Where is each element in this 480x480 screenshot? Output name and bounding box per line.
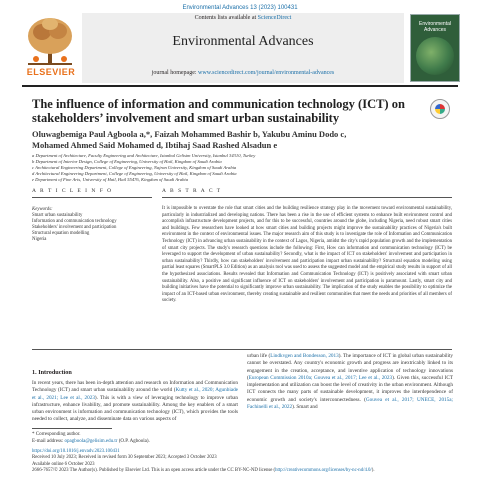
- citation-link[interactable]: Gouvea et al., 2017; UNECE, 2015a; Fachinelli et al., 2022: [247, 396, 453, 411]
- journal-title: Environmental Advances: [172, 34, 314, 49]
- abstract-bottom-rule: [32, 349, 452, 350]
- footnote-label: * Corresponding author.: [32, 432, 81, 437]
- keywords-block: [32, 207, 152, 243]
- citation-link[interactable]: European Commission 2010a; Gouvea et al., 2017; Lee et al., 2023: [248, 374, 393, 381]
- homepage-lead: journal homepage:: [151, 70, 197, 76]
- license-link[interactable]: http://creativecommons.org/licenses/by-nc-nd/4.0/: [275, 467, 372, 473]
- abstract-rule: [162, 197, 452, 198]
- footnote-email-link[interactable]: opagboola@gelisim.edu.tr: [64, 438, 118, 444]
- intro-text: ). This is with a view of leveraging technology to improve urban infrastructure, enhance livability, and promote sustainability. Among the key enablers of a smart urban environment is information and communication technology (ICT), which provides the tools needed to collect, analyze, and disseminate data on various aspects of: [32, 394, 238, 423]
- author-list: [32, 129, 392, 151]
- license-text-end: ).: [371, 467, 375, 473]
- affiliation-c: c Architectural Engineering Department, College of Engineering, Najran University, Kingdom of Saudi Arabia: [32, 165, 237, 170]
- article-info-rule: [32, 197, 152, 198]
- article-title: The influence of information and communication technology (ICT) on stakeholders’ involvement and smart urban sustainability: [32, 97, 405, 125]
- affiliation-b: b Department of Interior Design, College of Engineering, University of Hail, Kingdom of Saudi Arabia: [32, 159, 222, 164]
- keyword-item: Structural equation modelling: [32, 231, 90, 236]
- affiliation-d: d Architectural Engineering Department, College of Engineering, University of Hail, Kingdom of Saudi Arabia: [32, 171, 237, 176]
- keyword-item: Information and communication technology: [32, 219, 117, 224]
- footnote-email-tail: (O.P. Agboola).: [118, 438, 150, 444]
- affiliation-a: a Department of Architecture, Faculty Engineering and Architecture, Istanbul Gelisim University, Istanbul 34310, Turkey: [32, 153, 256, 158]
- citation-link[interactable]: Kutty et al., 2020; Agunbiade et al., 2021; Lee et al., 2023: [32, 387, 238, 401]
- affiliations: [32, 153, 452, 183]
- elsevier-wordmark: ELSEVIER: [26, 67, 76, 77]
- intro-text: ). Given this, successful ICT implementation and utilization can boost the level of creativity in the urban environment. Although ICT connects the many parts of sustainable development, it improves the interdependence of economic growth and society's interconnectedness. (: [247, 374, 453, 403]
- affiliation-e: e Department of Fine Arts, University of Hail, Hail 55476, Kingdom of Saudi Arabia: [32, 177, 189, 182]
- sciencedirect-link[interactable]: ScienceDirect: [257, 15, 292, 21]
- keyword-item: Smart urban sustainability: [32, 213, 83, 218]
- intro-text: ). The importance of ICT in global urban sustainability cannot be overstated. Any country's economic growth and progress are inextricably linked to its engagement in the creation, acceptance, and inventive application of technology innovations (: [247, 353, 454, 381]
- keyword-item: Nigeria: [32, 237, 47, 242]
- intro-column-1: [32, 380, 238, 424]
- intro-text: In recent years, there has been in-depth attention and research on Information and Communication Technology (ICT) and smart urban sustainability around the world (: [32, 380, 238, 394]
- elsevier-tree-icon: [22, 14, 78, 68]
- footnote-email-lead: E-mail address:: [32, 438, 64, 444]
- license-line: [32, 468, 452, 474]
- article-footer: [32, 449, 452, 474]
- footnote-rule: [32, 428, 112, 429]
- keyword-item: Stakeholders' involvement and participation: [32, 225, 117, 230]
- homepage-link[interactable]: www.sciencedirect.com/journal/environmental-advances: [198, 70, 335, 76]
- intro-text: ). Smart and: [292, 404, 318, 411]
- intro-column-2: [247, 353, 453, 411]
- introduction-heading: 1. Introduction: [32, 369, 72, 376]
- intro-text: urban life (: [247, 353, 271, 359]
- journal-citation[interactable]: Environmental Advances 13 (2023) 100431: [182, 5, 298, 11]
- contents-lead: Contents lists available at: [194, 15, 257, 21]
- journal-cover-image: [410, 14, 460, 82]
- journal-homepage: [82, 70, 404, 76]
- cover-title: Environmental Advances: [419, 21, 451, 33]
- corresponding-author-footnote: [32, 432, 238, 445]
- available-online: Available online 6 October 2023: [32, 461, 95, 467]
- abstract-heading: A B S T R A C T: [162, 188, 222, 194]
- citation-link[interactable]: Lindkvgen and Bondesson, 2013: [270, 353, 339, 359]
- authors-line-2[interactable]: Mohamed Ahmed Said Mohamed d, Ibtihaj Saad Rashed Alsadun e: [32, 140, 278, 150]
- authors-line-1[interactable]: Oluwagbemiga Paul Agboola a,*, Faizah Mohammed Bashir b, Yakubu Aminu Dodo c,: [32, 129, 347, 139]
- doi-link[interactable]: https://doi.org/10.1016/j.envadv.2023.100431: [32, 449, 120, 454]
- received-dates: Received 10 July 2023; Received in revised form 30 September 2023; Accepted 3 October 2023: [32, 455, 217, 461]
- header-rule: [22, 85, 458, 87]
- crossmark-icon[interactable]: [430, 99, 450, 119]
- cover-globe-image: [416, 37, 454, 75]
- elsevier-tree-logo: [22, 14, 78, 68]
- license-text: 2666-7657/© 2023 The Author(s). Published by Elsevier Ltd. This is an open access article under the CC BY-NC-ND license (: [32, 467, 276, 473]
- contents-line: [82, 15, 404, 21]
- keywords-title: Keywords:: [32, 207, 53, 212]
- abstract-text: It is impossible to overstate the role that smart cities and the building resilience strategy play in the movement toward environmental sustainability, particularly in industrialized and developing nations. There has been a rise in the use of efficient systems to enhance built environment control and accomplish infrastructure development projects, and for this to be successful, countries around the globe, including Nigeria, need robust smart cities and buildings. Few researchers have looked at how smart cities and building projects might improve the sustainability practices of Nigeria's built environment in the context of environmental issues. The major research aim of this study is to investigate the role of Information and Communication Technology (ICT) in advancing urban sustainability in the context of Lagos, Nigeria, amidst the city's rapid population growth and the implementation of smart city projects. The study's research questions include the following: First, How can information and communication technology (ICT) be leveraged to support the development of urban sustainability? Secondly, what is the impact of ICT on stakeholders' involvement and participation in urban sustainability? Thirdly, how can stakeholders' involvement and participation impact urban sustainability? Structural equation modeling using partial least squares (SmartPLS 3.0 Edition) as an analysis tool was used to assess the suggested model and the empirical study results in support of all the hypothesized associations. Results revealed that Information and Communication Technology (ICT) is positively associated with smart urban sustainability. Also, a positive and significant influence of ICT on stakeholders' involvement and participation is paramount. Lastly, smart city and building initiatives have the potential to significantly improve urban sustainability. The implication of the study enables the possibility to optimize the impact of an ICT-based urban environment, thereby creating sustainable and resilient communities that meet the needs and priorities of all members of society.: [162, 206, 452, 304]
- article-info-heading: A R T I C L E I N F O: [32, 188, 113, 194]
